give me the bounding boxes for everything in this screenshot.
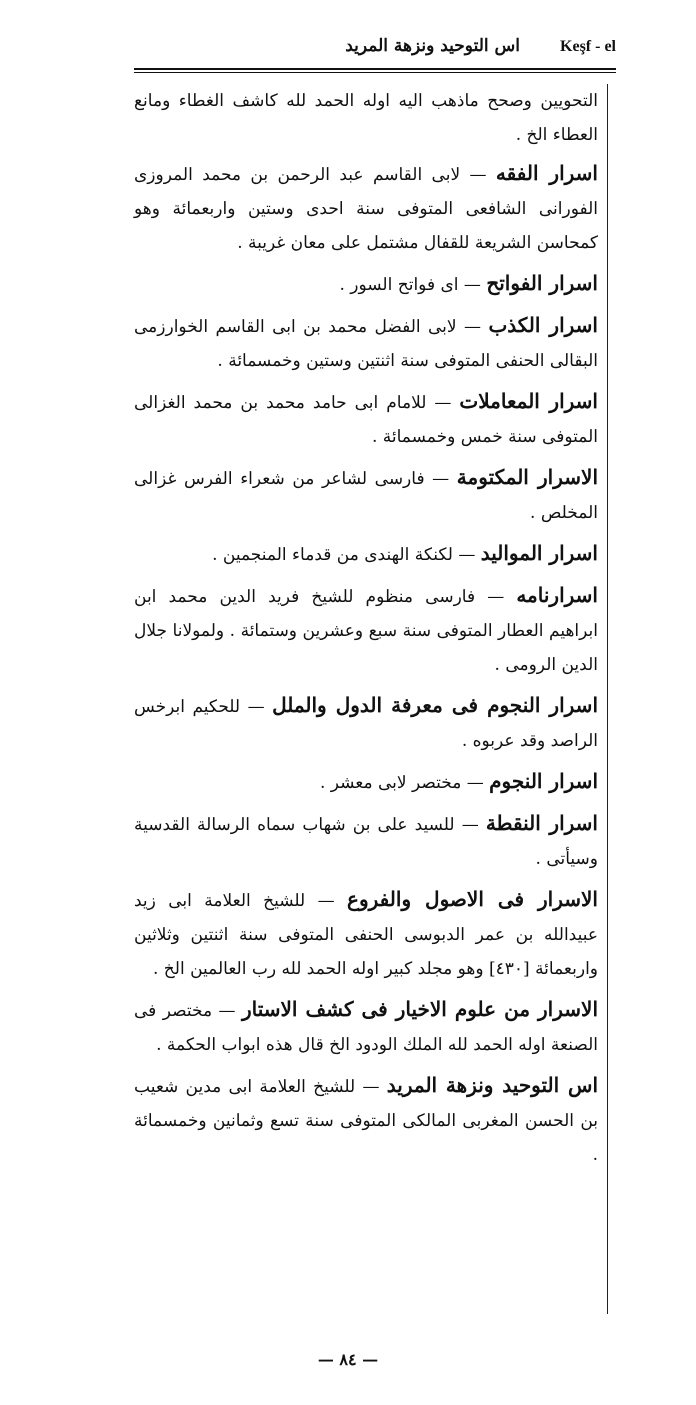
entry-title: اسرارنامه <box>516 583 598 607</box>
entry-text: — فارسى لشاعر من شعراء الفرس غزالى المخلص . <box>134 469 598 523</box>
entry-text: — اى فواتح السور . <box>339 275 487 295</box>
entry-title: الاسرار المكتومة <box>456 465 598 489</box>
entry <box>134 992 598 1062</box>
column-rule <box>607 84 608 1314</box>
entry <box>134 578 598 682</box>
entry-title: الاسرار من علوم الاخيار فى كشف الاستار <box>241 997 598 1021</box>
running-title: اس التوحيد ونزهة المريد <box>345 36 520 56</box>
entry-title: اسرار النقطة <box>485 811 598 835</box>
entry-text: — للحكيم ابرخس الراصد وقد عربوه . <box>134 697 598 751</box>
entry <box>134 882 598 986</box>
page-header <box>130 30 616 68</box>
entry <box>134 536 598 572</box>
entry-text: — مختصر لابى معشر . <box>319 773 490 793</box>
entry <box>134 308 598 378</box>
entry-title: اسرار الفقه <box>495 161 598 185</box>
entry-text: — لكنكة الهندى من قدماء المنجمين . <box>212 545 481 565</box>
entry-title: الاسرار فى الاصول والفروع <box>347 887 598 911</box>
entry-title: اسرار النجوم <box>489 769 598 793</box>
header-rule-thin <box>134 72 616 73</box>
entry-text: — مختصر فى الصنعة اوله الحمد لله الملك الودود الخ قال هذه ابواب الحكمة . <box>134 1001 598 1055</box>
entry-text: — للامام ابى حامد محمد بن محمد الغزالى المتوفى سنة خمس وخمسمائة . <box>134 393 598 447</box>
entry-text: — لابى القاسم عبد الرحمن بن محمد المروزى الفورانى الشافعى المتوفى سنة احدى وستين واربعمائة وهو كمحاسن الشريعة للقفال مشتمل على معان غريبة . <box>134 165 598 253</box>
entry <box>134 266 598 302</box>
entry <box>134 764 598 800</box>
entry-title: اس التوحيد ونزهة المريد <box>386 1073 599 1097</box>
entry-text: — للشيخ العلامة ابى زيد عبيدالله بن عمر الدبوسى الحنفى المتوفى سنة اثنتين وثلاثين واربعمائة [٤٣٠] وهو مجلد كبير اوله الحمد لله رب العالمين الخ . <box>134 891 598 979</box>
entry <box>134 156 598 260</box>
page-body <box>134 84 598 1324</box>
entry-text: — للسيد على بن شهاب سماه الرسالة القدسية وسيأتى . <box>134 815 598 869</box>
entry-title: اسرار الفواتح <box>486 271 598 295</box>
entry <box>134 688 598 758</box>
entry-text: — فارسى منظوم للشيخ فريد الدين محمد ابن ابراهيم العطار المتوفى سنة سبع وعشرين وستمائة . ولمولانا جلال الدين الرومى . <box>134 587 598 675</box>
entry-title: اسرار النجوم فى معرفة الدول والملل <box>272 693 598 717</box>
entry-title: اسرار المواليد <box>480 541 598 565</box>
entry-title: اسرار الكذب <box>488 313 598 337</box>
entry-text: — لابى الفضل محمد بن ابى القاسم الخوارزمى البقالى الحنفى المتوفى سنة اثنتين وستين وخمسمائة . <box>134 317 598 371</box>
header-rule <box>134 68 616 70</box>
entry-title: اسرار المعاملات <box>459 389 598 413</box>
entry <box>134 806 598 876</box>
entry <box>134 1068 598 1172</box>
page-number: — ٨٤ — <box>317 1350 379 1369</box>
entry-text: — للشيخ العلامة ابى مدين شعيب بن الحسن المغربى المالكى المتوفى سنة تسع وثمانين وخمسمائة . <box>134 1077 598 1165</box>
continuation-paragraph: التحويين وصحح ماذهب اليه اوله الحمد لله كاشف الغطاء ومانع العطاء الخ . <box>134 91 598 145</box>
entry <box>134 384 598 454</box>
latin-running-head: Keşf - el <box>560 38 616 55</box>
entry <box>134 460 598 530</box>
